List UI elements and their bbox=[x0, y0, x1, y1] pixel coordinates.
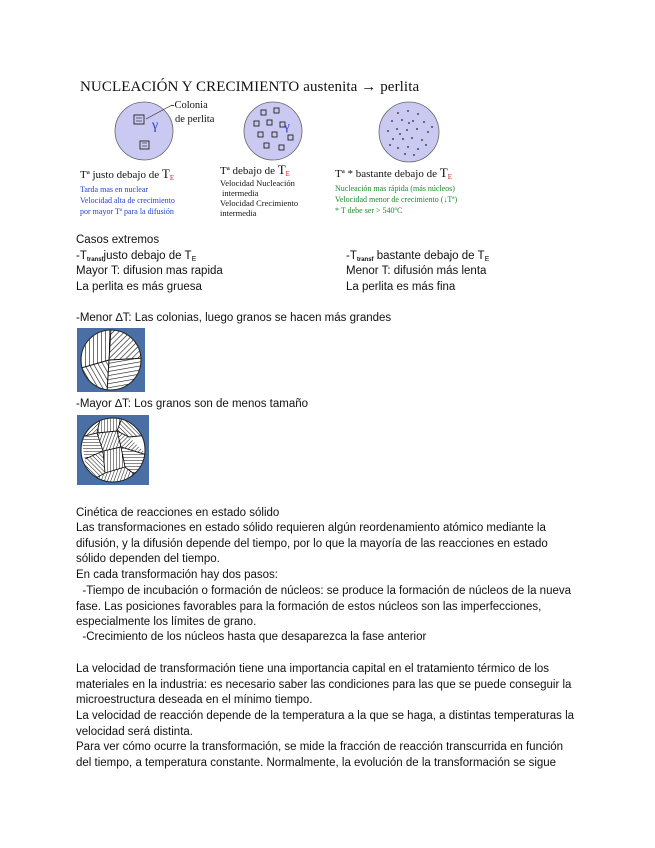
caption-2 bbox=[220, 162, 340, 218]
casos-right-1-pre: -T bbox=[346, 250, 357, 262]
caption-2-line3: Velocidad Crecimiento bbox=[220, 198, 299, 208]
casos-left-2: Mayor T: difusion mas rapida bbox=[76, 265, 223, 277]
gamma-symbol-2: γ bbox=[284, 118, 290, 133]
diagram-fine-pearlite bbox=[378, 101, 440, 163]
title-rest: austenita → perlita bbox=[299, 79, 420, 95]
cinetica-p7: Para ver cómo ocurre la transformación, se mide la fracción de reacción transcurrida en función del tiempo, a temperatura constante. Normalmente, la evolución de la transformación se sigue bbox=[76, 741, 564, 769]
caption-3 bbox=[335, 165, 535, 216]
cinetica-p2: En cada transformación hay dos pasos: bbox=[76, 569, 279, 581]
caption-3-line2: Velocidad menor de crecimiento (↓Tª) bbox=[335, 195, 458, 204]
cinetica-p6: La velocidad de reacción depende de la temperatura a la que se haga, a distintas temperaturas la velocidad será distinta. bbox=[76, 710, 575, 738]
micrograph-large-colonies bbox=[77, 328, 145, 392]
diagram-intermediate-pearlite bbox=[243, 101, 303, 161]
caption-1-T: T bbox=[161, 166, 170, 181]
diagram-coarse-pearlite bbox=[114, 101, 174, 161]
casos-left-1-pre: -T bbox=[76, 250, 87, 262]
cinetica-p4: -Crecimiento de los núcleos hasta que desaparezca la fase anterior bbox=[76, 631, 427, 643]
caption-1-line2: Velocidad alta de crecimiento bbox=[80, 196, 175, 205]
colonia-label bbox=[171, 99, 214, 127]
casos-right-3: La perlita es más fina bbox=[346, 281, 456, 293]
mayor-text: -Mayor ∆T: Los granos son de menos tamaño bbox=[76, 398, 309, 410]
caption-3-title: Tª * bastante debajo de bbox=[335, 168, 437, 180]
caption-2-title-row bbox=[220, 162, 340, 178]
caption-3-T: T bbox=[439, 165, 448, 180]
page-title bbox=[80, 79, 419, 96]
casos-right-1-sub2: E bbox=[484, 256, 490, 263]
casos-right-2: Menor T: difusión más lenta bbox=[346, 265, 487, 277]
casos-left-3: La perlita es más gruesa bbox=[76, 281, 202, 293]
cinetica-heading: Cinética de reacciones en estado sólido bbox=[76, 507, 280, 519]
caption-2-sub: E bbox=[285, 170, 290, 178]
casos-right-1-post: bastante debajo de T bbox=[373, 250, 485, 262]
casos-left-1-sub2: E bbox=[191, 256, 197, 263]
caption-1-line1: Tarda mas en nuclear bbox=[80, 185, 149, 194]
caption-1-sub: E bbox=[169, 174, 175, 182]
caption-2-line4: intermedia bbox=[220, 208, 257, 218]
caption-1-line3: por mayor Tª para la difusión bbox=[80, 207, 174, 216]
menor-text: -Menor ∆T: Las colonias, luego granos se hacen más grandes bbox=[76, 312, 392, 324]
caption-2-line1: Velocidad Nucleación bbox=[220, 178, 295, 188]
casos-heading: Casos extremos bbox=[76, 234, 160, 246]
caption-3-title-row bbox=[335, 165, 535, 181]
caption-1-title: Tª justo debajo de bbox=[80, 169, 160, 181]
gamma-symbol-1: γ bbox=[152, 118, 159, 133]
caption-1 bbox=[80, 166, 210, 217]
title-main: NUCLEACIÓN Y CRECIMIENTO bbox=[80, 79, 300, 95]
caption-3-sub: E bbox=[447, 173, 452, 181]
cinetica-p3: -Tiempo de incubación o formación de núcleos: se produce la formación de núcleos de la nueva fase. Las posiciones favorables para la formación de estos núcleos son las imperfecciones, especialmente los límites de grano. bbox=[76, 585, 575, 628]
colonia-label-line1: -Colonia bbox=[171, 100, 208, 111]
caption-2-title: Tª debajo de bbox=[220, 165, 275, 177]
caption-1-title-row bbox=[80, 166, 210, 182]
cinetica-p5: La velocidad de transformación tiene una importancia capital en el tratamiento térmico de los materiales en la industria: es necesario saber las condiciones para las que se puede conseguir la microestructura deseada en el mínimo tiempo. bbox=[76, 663, 572, 706]
caption-2-T: T bbox=[277, 162, 286, 177]
colonia-label-line2: de perlita bbox=[175, 114, 215, 125]
cinetica-p1: Las transformaciones en estado sólido requieren algún reordenamiento atómico mediante la difusión, y la difusión depende del tiempo, por lo que la mayoría de las reacciones en estado sólido dependen del tiempo. bbox=[76, 522, 548, 565]
casos-left-1-post: justo debajo de T bbox=[103, 250, 192, 262]
caption-3-line3: * T debe ser > 540ºC bbox=[335, 206, 403, 215]
casos-right-1-sub: transf bbox=[356, 257, 374, 263]
caption-3-line1: Nucleación mas rápida (más núcleos) bbox=[335, 184, 455, 193]
casos-left-1-sub: transf bbox=[86, 257, 104, 263]
caption-2-line2: intermedia bbox=[222, 188, 259, 198]
micrograph-small-grains bbox=[77, 415, 149, 485]
